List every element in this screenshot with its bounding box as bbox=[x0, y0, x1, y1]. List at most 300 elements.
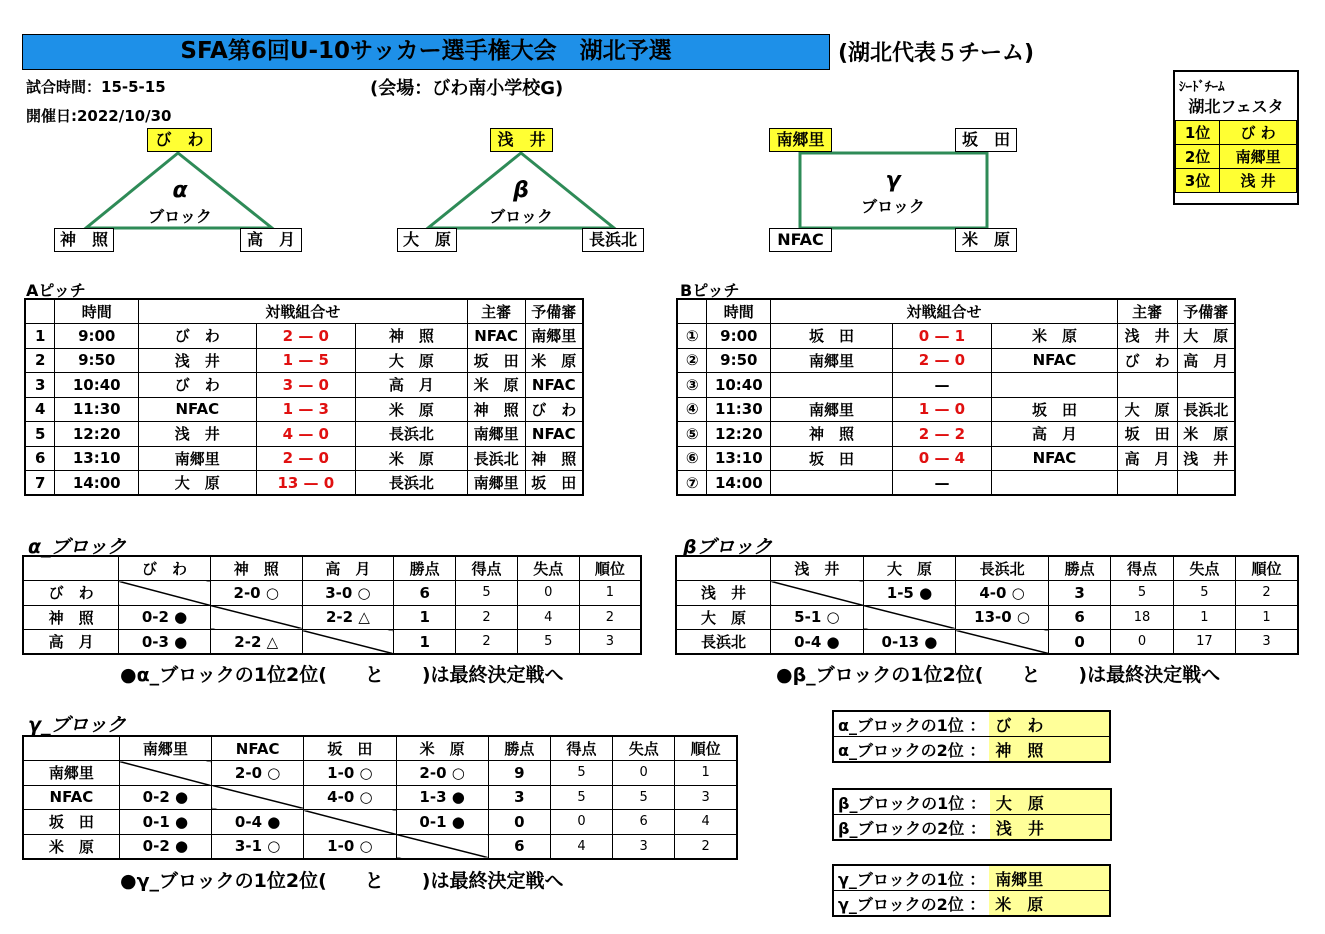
alpha-result-box bbox=[832, 710, 1111, 763]
result-label: β_ブロックの1位 ： bbox=[833, 789, 990, 815]
points: 6 bbox=[488, 834, 550, 859]
gamma-league-table bbox=[22, 735, 738, 860]
home-team bbox=[771, 471, 892, 496]
schedule-row bbox=[677, 324, 1235, 349]
column-header: 勝点 bbox=[394, 556, 456, 581]
column-header: 得点 bbox=[456, 556, 518, 581]
seed-team: 浅 井 bbox=[1220, 169, 1297, 193]
alpha-league-title: α_ブロック bbox=[28, 536, 127, 558]
column-header: 失点 bbox=[613, 736, 675, 761]
result-value: 米 原 bbox=[989, 891, 1110, 917]
column-header: 得点 bbox=[1111, 556, 1173, 581]
beta-final-note: ●β_ブロックの1位2位( と )は最終決定戦へ bbox=[776, 664, 1221, 686]
seed-ranking-table bbox=[1175, 120, 1297, 193]
match-score: 1 — 0 bbox=[892, 397, 992, 422]
referee: び わ bbox=[1117, 348, 1177, 373]
column-header: 得点 bbox=[550, 736, 612, 761]
match-result: 3-1 ○ bbox=[212, 834, 304, 859]
sub-referee: 米 原 bbox=[525, 348, 583, 373]
match-number: ④ bbox=[677, 397, 707, 422]
team-name: び わ bbox=[23, 581, 119, 606]
away-team: 長浜北 bbox=[356, 471, 467, 496]
match-number: 5 bbox=[25, 422, 55, 447]
match-time: 10:40 bbox=[55, 373, 139, 398]
rank: 3 bbox=[1236, 630, 1298, 655]
alpha-right-team: 高 月 bbox=[240, 228, 302, 252]
schedule-row bbox=[25, 446, 583, 471]
home-team: 浅 井 bbox=[139, 422, 256, 447]
goals-against: 5 bbox=[613, 785, 675, 810]
referee: 大 原 bbox=[1117, 397, 1177, 422]
home-team: 浅 井 bbox=[139, 348, 256, 373]
goals-against: 0 bbox=[613, 761, 675, 786]
league-row bbox=[23, 605, 641, 630]
match-time: 12:20 bbox=[55, 422, 139, 447]
column-header: 順位 bbox=[675, 736, 737, 761]
rank: 2 bbox=[1236, 581, 1298, 606]
seed-team-name: 湖北フェスタ bbox=[1188, 97, 1284, 116]
match-number: ⑥ bbox=[677, 446, 707, 471]
match-time: 12:20 bbox=[707, 422, 771, 447]
result-label: α_ブロックの2位 ： bbox=[833, 737, 989, 763]
team-name: 南郷里 bbox=[23, 761, 119, 786]
match-result: 5-1 ○ bbox=[771, 605, 864, 630]
match-score: 0 — 1 bbox=[892, 324, 992, 349]
gamma-block-label: ブロック bbox=[861, 197, 925, 216]
rank: 1 bbox=[579, 581, 641, 606]
column-header: 神 照 bbox=[210, 556, 302, 581]
goals-for: 18 bbox=[1111, 605, 1173, 630]
schedule-row bbox=[25, 373, 583, 398]
schedule-row bbox=[677, 471, 1235, 496]
match-number: 4 bbox=[25, 397, 55, 422]
goals-against: 3 bbox=[613, 834, 675, 859]
result-value: 浅 井 bbox=[990, 815, 1111, 841]
match-result: 2-2 △ bbox=[302, 605, 394, 630]
match-result: 0-4 ● bbox=[212, 810, 304, 835]
match-result: 4-0 ○ bbox=[304, 785, 396, 810]
column-header: 米 原 bbox=[396, 736, 488, 761]
league-row bbox=[23, 630, 641, 655]
referee bbox=[1117, 373, 1177, 398]
page-title: SFA第6回U-10サッカー選手権大会 湖北予選 bbox=[22, 34, 830, 70]
column-header: 勝点 bbox=[1048, 556, 1110, 581]
match-number: 2 bbox=[25, 348, 55, 373]
match-result: 0-2 ● bbox=[119, 785, 211, 810]
self-match-cell bbox=[956, 630, 1049, 655]
rank: 2 bbox=[579, 605, 641, 630]
beta-symbol: β bbox=[513, 178, 529, 203]
match-result: 1-0 ○ bbox=[304, 761, 396, 786]
home-team: NFAC bbox=[139, 397, 256, 422]
referee: 南郷里 bbox=[467, 422, 525, 447]
referee bbox=[1117, 471, 1177, 496]
league-row bbox=[23, 785, 737, 810]
header-match: 対戦組合せ bbox=[139, 299, 468, 324]
corner-cell bbox=[23, 736, 119, 761]
gamma-final-note: ●γ_ブロックの1位2位( と )は最終決定戦へ bbox=[120, 870, 564, 892]
referee: 浅 井 bbox=[1117, 324, 1177, 349]
result-row bbox=[833, 789, 1111, 815]
alpha-final-note: ●α_ブロックの1位2位( と )は最終決定戦へ bbox=[120, 664, 564, 686]
pitch-a-title: Aピッチ bbox=[26, 281, 86, 300]
points: 6 bbox=[1048, 605, 1110, 630]
team-name: 米 原 bbox=[23, 834, 119, 859]
points: 3 bbox=[488, 785, 550, 810]
match-time: 9:00 bbox=[707, 324, 771, 349]
referee: 坂 田 bbox=[467, 348, 525, 373]
column-header: 順位 bbox=[1236, 556, 1298, 581]
league-row bbox=[23, 761, 737, 786]
gamma-top-right-team: 坂 田 bbox=[955, 128, 1017, 152]
referee: 長浜北 bbox=[467, 446, 525, 471]
points: 3 bbox=[1048, 581, 1110, 606]
match-score: 2 — 0 bbox=[256, 446, 356, 471]
away-team: 大 原 bbox=[356, 348, 467, 373]
self-match-cell bbox=[210, 605, 302, 630]
header-match: 対戦組合せ bbox=[771, 299, 1117, 324]
result-value: 神 照 bbox=[989, 737, 1110, 763]
points: 6 bbox=[394, 581, 456, 606]
match-time: 9:00 bbox=[55, 324, 139, 349]
sub-referee: 南郷里 bbox=[525, 324, 583, 349]
league-row bbox=[676, 630, 1298, 655]
match-score: 13 — 0 bbox=[256, 471, 356, 496]
goals-for: 2 bbox=[456, 605, 518, 630]
result-label: α_ブロックの1位 ： bbox=[833, 711, 989, 737]
result-value: 大 原 bbox=[990, 789, 1111, 815]
gamma-bottom-left-team: NFAC bbox=[769, 228, 832, 252]
header-ref: 主審 bbox=[467, 299, 525, 324]
result-label: γ_ブロックの1位 ： bbox=[833, 865, 989, 891]
rank: 3 bbox=[675, 785, 737, 810]
pitch-a-schedule bbox=[24, 298, 584, 496]
match-score: 2 — 0 bbox=[256, 324, 356, 349]
seed-rank: 3位 bbox=[1176, 169, 1220, 193]
header-sub: 予備審 bbox=[1177, 299, 1235, 324]
match-score: 4 — 0 bbox=[256, 422, 356, 447]
self-match-cell bbox=[396, 834, 488, 859]
sub-referee: 神 照 bbox=[525, 446, 583, 471]
home-team: 南郷里 bbox=[139, 446, 256, 471]
beta-league-title: βブロック bbox=[683, 536, 773, 558]
home-team: び わ bbox=[139, 324, 256, 349]
seed-rank: 2位 bbox=[1176, 145, 1220, 169]
league-row bbox=[23, 810, 737, 835]
points: 0 bbox=[488, 810, 550, 835]
points: 1 bbox=[394, 605, 456, 630]
match-time: 9:50 bbox=[707, 348, 771, 373]
sub-referee bbox=[1177, 373, 1235, 398]
pitch-b-schedule bbox=[676, 298, 1236, 496]
beta-result-box bbox=[832, 788, 1112, 841]
result-row bbox=[833, 865, 1110, 891]
rank: 1 bbox=[675, 761, 737, 786]
sub-referee bbox=[1177, 471, 1235, 496]
goals-against: 0 bbox=[517, 581, 579, 606]
rank: 4 bbox=[675, 810, 737, 835]
beta-right-team: 長浜北 bbox=[582, 228, 644, 252]
schedule-row bbox=[25, 348, 583, 373]
league-row bbox=[676, 581, 1298, 606]
home-team: 南郷里 bbox=[771, 397, 892, 422]
rank: 1 bbox=[1236, 605, 1298, 630]
result-value: び わ bbox=[989, 711, 1110, 737]
away-team: 坂 田 bbox=[992, 397, 1117, 422]
points: 1 bbox=[394, 630, 456, 655]
match-score: 2 — 2 bbox=[892, 422, 992, 447]
match-result: 4-0 ○ bbox=[956, 581, 1049, 606]
match-score: 0 — 4 bbox=[892, 446, 992, 471]
match-time: 11:30 bbox=[707, 397, 771, 422]
result-value: 南郷里 bbox=[989, 865, 1110, 891]
match-number: 3 bbox=[25, 373, 55, 398]
goals-against: 17 bbox=[1173, 630, 1235, 655]
result-row bbox=[833, 891, 1110, 917]
goals-for: 5 bbox=[550, 761, 612, 786]
match-time: 10:40 bbox=[707, 373, 771, 398]
gamma-result-box bbox=[832, 864, 1111, 917]
referee: 神 照 bbox=[467, 397, 525, 422]
match-result: 0-13 ● bbox=[863, 630, 956, 655]
match-number: ⑤ bbox=[677, 422, 707, 447]
beta-left-team: 大 原 bbox=[397, 228, 457, 252]
seed-heading: ｼｰﾄﾞﾁｰﾑ bbox=[1179, 80, 1225, 95]
goals-for: 5 bbox=[550, 785, 612, 810]
sub-referee: 浅 井 bbox=[1177, 446, 1235, 471]
sub-referee: 米 原 bbox=[1177, 422, 1235, 447]
self-match-cell bbox=[212, 785, 304, 810]
match-result: 0-3 ● bbox=[119, 630, 211, 655]
self-match-cell bbox=[119, 761, 211, 786]
rank: 2 bbox=[675, 834, 737, 859]
home-team bbox=[771, 373, 892, 398]
match-time: 14:00 bbox=[55, 471, 139, 496]
column-header: 坂 田 bbox=[304, 736, 396, 761]
seed-row bbox=[1176, 145, 1297, 169]
match-number: 7 bbox=[25, 471, 55, 496]
match-score: — bbox=[892, 373, 992, 398]
match-score: 2 — 0 bbox=[892, 348, 992, 373]
result-row bbox=[833, 737, 1110, 763]
team-name: 坂 田 bbox=[23, 810, 119, 835]
beta-block-label: ブロック bbox=[489, 207, 553, 226]
page-subtitle: (湖北代表５チーム) bbox=[838, 41, 1035, 66]
match-result: 0-2 ● bbox=[119, 605, 211, 630]
away-team bbox=[992, 471, 1117, 496]
match-result: 0-1 ● bbox=[396, 810, 488, 835]
match-result: 1-0 ○ bbox=[304, 834, 396, 859]
match-time: 試合時間：15-5-15 bbox=[26, 78, 166, 96]
schedule-row bbox=[677, 397, 1235, 422]
venue: (会場：びわ南小学校G) bbox=[370, 78, 564, 99]
alpha-top-team: び わ bbox=[147, 128, 212, 152]
sub-referee: 長浜北 bbox=[1177, 397, 1235, 422]
goals-for: 2 bbox=[456, 630, 518, 655]
corner-cell bbox=[676, 556, 771, 581]
goals-for: 0 bbox=[1111, 630, 1173, 655]
result-label: γ_ブロックの2位 ： bbox=[833, 891, 989, 917]
goals-for: 4 bbox=[550, 834, 612, 859]
schedule-header bbox=[677, 299, 1235, 324]
home-team: 坂 田 bbox=[771, 446, 892, 471]
match-result: 2-0 ○ bbox=[396, 761, 488, 786]
match-result: 2-0 ○ bbox=[212, 761, 304, 786]
team-name: 神 照 bbox=[23, 605, 119, 630]
away-team: 米 原 bbox=[992, 324, 1117, 349]
seed-row bbox=[1176, 169, 1297, 193]
header-time: 時間 bbox=[707, 299, 771, 324]
event-date: 開催日:2022/10/30 bbox=[26, 107, 172, 125]
home-team: 神 照 bbox=[771, 422, 892, 447]
alpha-symbol: α bbox=[172, 178, 188, 203]
column-header: 失点 bbox=[517, 556, 579, 581]
match-result: 0-1 ● bbox=[119, 810, 211, 835]
match-score: 1 — 5 bbox=[256, 348, 356, 373]
pitch-b-title: Bピッチ bbox=[680, 281, 740, 300]
league-row bbox=[23, 581, 641, 606]
beta-top-team: 浅 井 bbox=[490, 128, 553, 152]
goals-for: 5 bbox=[456, 581, 518, 606]
seed-team-box bbox=[1173, 70, 1299, 205]
result-label: β_ブロックの2位 ： bbox=[833, 815, 990, 841]
header-time: 時間 bbox=[55, 299, 139, 324]
corner-cell bbox=[23, 556, 119, 581]
match-result: 3-0 ○ bbox=[302, 581, 394, 606]
goals-for: 5 bbox=[1111, 581, 1173, 606]
match-result: 0-2 ● bbox=[119, 834, 211, 859]
away-team: NFAC bbox=[992, 446, 1117, 471]
schedule-row bbox=[25, 397, 583, 422]
team-name: NFAC bbox=[23, 785, 119, 810]
result-row bbox=[833, 815, 1111, 841]
team-name: 長浜北 bbox=[676, 630, 771, 655]
alpha-left-team: 神 照 bbox=[54, 228, 114, 252]
column-header: 浅 井 bbox=[771, 556, 864, 581]
match-result: 2-2 △ bbox=[210, 630, 302, 655]
match-result: 0-4 ● bbox=[771, 630, 864, 655]
home-team: 大 原 bbox=[139, 471, 256, 496]
schedule-row bbox=[677, 422, 1235, 447]
self-match-cell bbox=[302, 630, 394, 655]
match-number: ② bbox=[677, 348, 707, 373]
away-team: 高 月 bbox=[356, 373, 467, 398]
schedule-row bbox=[677, 446, 1235, 471]
match-time: 9:50 bbox=[55, 348, 139, 373]
points: 9 bbox=[488, 761, 550, 786]
sub-referee: 大 原 bbox=[1177, 324, 1235, 349]
away-team: 高 月 bbox=[992, 422, 1117, 447]
points: 0 bbox=[1048, 630, 1110, 655]
home-team: 南郷里 bbox=[771, 348, 892, 373]
match-number: 6 bbox=[25, 446, 55, 471]
sub-referee: 高 月 bbox=[1177, 348, 1235, 373]
team-name: 大 原 bbox=[676, 605, 771, 630]
match-result: 2-0 ○ bbox=[210, 581, 302, 606]
gamma-league-title: γ_ブロック bbox=[28, 714, 127, 736]
match-result: 13-0 ○ bbox=[956, 605, 1049, 630]
gamma-top-left-team: 南郷里 bbox=[769, 128, 832, 152]
league-header bbox=[676, 556, 1298, 581]
schedule-header bbox=[25, 299, 583, 324]
self-match-cell bbox=[304, 810, 396, 835]
goals-against: 5 bbox=[1173, 581, 1235, 606]
goals-against: 6 bbox=[613, 810, 675, 835]
match-number: 1 bbox=[25, 324, 55, 349]
goals-against: 5 bbox=[517, 630, 579, 655]
match-time: 13:10 bbox=[707, 446, 771, 471]
referee: 南郷里 bbox=[467, 471, 525, 496]
column-header: 失点 bbox=[1173, 556, 1235, 581]
column-header: 高 月 bbox=[302, 556, 394, 581]
home-team: 坂 田 bbox=[771, 324, 892, 349]
away-team bbox=[992, 373, 1117, 398]
referee: 坂 田 bbox=[1117, 422, 1177, 447]
column-header: び わ bbox=[119, 556, 211, 581]
seed-team: 南郷里 bbox=[1220, 145, 1297, 169]
away-team: 神 照 bbox=[356, 324, 467, 349]
header-sub: 予備審 bbox=[525, 299, 583, 324]
self-match-cell bbox=[863, 605, 956, 630]
league-row bbox=[676, 605, 1298, 630]
column-header: 勝点 bbox=[488, 736, 550, 761]
goals-against: 4 bbox=[517, 605, 579, 630]
schedule-row bbox=[25, 422, 583, 447]
seed-rank: 1位 bbox=[1176, 121, 1220, 145]
alpha-league-table bbox=[22, 555, 642, 655]
self-match-cell bbox=[119, 581, 211, 606]
referee: NFAC bbox=[467, 324, 525, 349]
away-team: 米 原 bbox=[356, 397, 467, 422]
column-header: 南郷里 bbox=[119, 736, 211, 761]
team-name: 高 月 bbox=[23, 630, 119, 655]
seed-team: び わ bbox=[1220, 121, 1297, 145]
schedule-row bbox=[677, 348, 1235, 373]
match-result: 1-5 ● bbox=[863, 581, 956, 606]
header-no bbox=[25, 299, 55, 324]
match-score: 3 — 0 bbox=[256, 373, 356, 398]
gamma-symbol: γ bbox=[885, 168, 901, 193]
match-number: ③ bbox=[677, 373, 707, 398]
match-result: 1-3 ● bbox=[396, 785, 488, 810]
result-row bbox=[833, 711, 1110, 737]
away-team: NFAC bbox=[992, 348, 1117, 373]
column-header: 順位 bbox=[579, 556, 641, 581]
match-time: 11:30 bbox=[55, 397, 139, 422]
schedule-row bbox=[677, 373, 1235, 398]
referee: 米 原 bbox=[467, 373, 525, 398]
header-ref: 主審 bbox=[1117, 299, 1177, 324]
league-header bbox=[23, 556, 641, 581]
gamma-bottom-right-team: 米 原 bbox=[955, 228, 1017, 252]
alpha-block-label: ブロック bbox=[148, 207, 212, 226]
match-time: 13:10 bbox=[55, 446, 139, 471]
schedule-row bbox=[25, 324, 583, 349]
seed-row bbox=[1176, 121, 1297, 145]
self-match-cell bbox=[771, 581, 864, 606]
beta-league-table bbox=[675, 555, 1299, 655]
away-team: 米 原 bbox=[356, 446, 467, 471]
rank: 3 bbox=[579, 630, 641, 655]
match-number: ⑦ bbox=[677, 471, 707, 496]
sub-referee: び わ bbox=[525, 397, 583, 422]
match-number: ① bbox=[677, 324, 707, 349]
league-row bbox=[23, 834, 737, 859]
goals-for: 0 bbox=[550, 810, 612, 835]
home-team: び わ bbox=[139, 373, 256, 398]
match-score: — bbox=[892, 471, 992, 496]
match-time: 14:00 bbox=[707, 471, 771, 496]
